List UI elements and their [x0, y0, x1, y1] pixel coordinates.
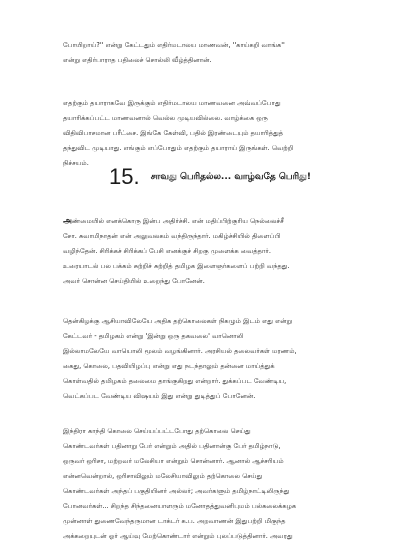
paragraph-3 — [63, 213, 365, 289]
paragraph-2: எதற்கும் தயாராகவே இருக்கும் எதிர்மடாலய மாணவனை அவ்வப்போது தயாரிக்கப்பட்ட மாணவனால் வெல்ல முடியவில்லை. வாழ்க்கை ஒரு விதிவிபாசமான பரீட்சை. இங்கே கேள்வி, பதில் இரண்டையும் தயாரித்துத் தந்துவிட முடியாது. எங்கும் எப்போதும் எதற்கும் தயாராய் இருங்கள். வெற்றி நிச்சயம். — [63, 99, 294, 167]
paragraph-4: தென்கிழக்கு ஆசியாவிலேயே அதிக தற்கொலைகள் நிகழும் இடம் எது என்று கேட்டவர் - தமிழகம் என்று 'இன்று ஒரு தகவலை' வானொலி இல்லாமலேயே வாயொலி மூலம் வழங்கினார். அரசியல் தலைவர்கள் மரணம், கைது, கொலை, பதவியிழப்பு என்று எது நடந்தாலும் தன்னை மாய்த்துக் கொள்வதில் தமிழகம் தலைமை தாங்குகிறது என்றார். துக்கப்பட வேண்டிய, வெட்கப்பட வேண்டிய விஷயம் இது என்று துடித்துப் போனேன். — [63, 317, 297, 400]
paragraph-3-text: ண்மையில் எனக்கொரு இன்ப அதிர்ச்சி. என் மதிப்பிற்குரிய நெல்லைச்சீ சோ. சுவாமிநாதன் என் அலுவலகம் வந்திருந்தார். மகிழ்ச்சியில் திளைப்பி வழிந்தேன். சிரிக்கச் சிரிக்கப் பேசி எனக்குச் சிறகு முளைக்க வைத்தார். உரையாடல் பல பக்கம் சுற்றிச் சுற்றித் தமிழக இளைஞர்களைப் பற்றி வந்தது. அவர் சொன்ன செய்தியில் உறைந்து போனேன். — [63, 217, 290, 285]
paragraph-5: இந்திரா காந்தி கொலை செய்யப்பட்டபோது தற்கொலை செய்து கொண்டவர்கள் பதினாறு பேர் என்றும் அதில் பதினான்கு பேர் தமிழ்நாடு, ஒருவர் ஒரிசா, மற்றவர் மலேசியா என்றும் சொன்னார். ஆனால் ஆச்சரியம் என்னவென்றால், ஒரிசாவிலும் மலேசியாவிலும் தற்கொலை செய்து கொண்டவர்கள் அந்தப் பகுதியினர் அல்லர்; அவர்களும் தமிழ்நாட்டிலிருந்து போனவர்கள்... சிறந்த சிந்தனையாளரும் மனோதத்துவனிபுமம் பல்கலைக்கழக முன்னாள் துணைவேந்தருமான டாக்டர் க.ப. அறவாணன் இதுபற்றி மிகுந்த அக்கறையுடன் ஓர் ஆய்வு மேற்கொண்டார் என்றும் புலப்படுத்தினார். அவரது — [63, 427, 297, 540]
chapter-heading — [0, 164, 420, 190]
paragraph-1: போயிறாய்?'' என்று கேட்டதும் எதிர்மடாலய மாணவன், ''காய்கறி வாங்க'' என்று எதிர்பாராத பதிலைச் சொல்லி வீழ்த்தினான். — [63, 41, 285, 64]
chapter-title: சாவது பெரிதல்ல... வாழ்வதே பெரிது! — [150, 171, 311, 182]
chapter-number: 15. — [109, 164, 140, 189]
drop-cap: அ — [63, 216, 72, 225]
